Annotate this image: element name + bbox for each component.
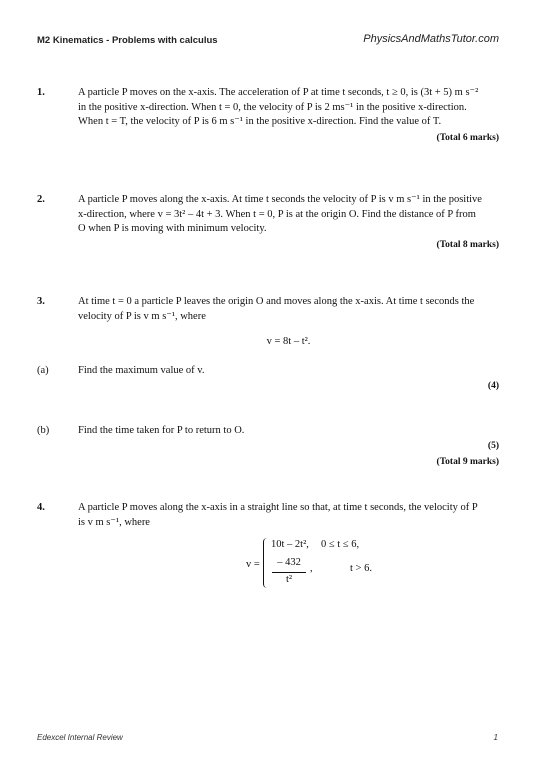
fraction-denominator: t² (285, 573, 293, 585)
part-b (37, 424, 499, 454)
question-4 (37, 501, 499, 596)
part-text: Find the maximum value of v. (78, 364, 205, 376)
piecewise-lhs: v = (246, 559, 260, 570)
question-number: 1. (37, 87, 45, 98)
question-number: 4. (37, 502, 45, 513)
part-label: (b) (37, 424, 50, 436)
question-1 (37, 86, 499, 145)
part-a (37, 364, 499, 394)
question-line: in the positive x-direction. When t = 0, the velocity of P is 2 ms⁻¹ in the positive x-direction. (78, 101, 467, 113)
header-title: M2 Kinematics - Problems with calculus (37, 35, 218, 46)
total-marks: (Total 6 marks) (436, 132, 499, 143)
question-number: 2. (37, 194, 45, 205)
total-marks: (Total 8 marks) (436, 239, 499, 250)
question-number: 3. (37, 296, 45, 307)
question-line: x-direction, where v = 3t² – 4t + 3. When t = 0, P is at the origin O. Find the distance of P from (78, 208, 476, 220)
question-line: is v m s⁻¹, where (78, 516, 150, 528)
page-number: 1 (493, 733, 498, 742)
question-line: O when P is moving with minimum velocity. (78, 223, 267, 234)
part-label: (a) (37, 364, 49, 376)
question-line: A particle P moves on the x-axis. The acceleration of P at time t seconds, t ≥ 0, is (3t + 5) m s⁻² (78, 87, 479, 98)
piecewise-row2-cond: t > 6. (350, 563, 372, 574)
part-text: Find the time taken for P to return to O. (78, 424, 245, 436)
question-line: When t = T, the velocity of P is 6 m s⁻¹ in the positive x-direction. Find the value of T. (78, 116, 442, 127)
question-line: A particle P moves along the x-axis. At time t seconds the velocity of P is v m s⁻¹ in the positive (78, 194, 482, 205)
fraction-numerator: – 432 (277, 557, 301, 568)
footer-source: Edexcel Internal Review (37, 733, 123, 742)
brace (263, 538, 268, 588)
question-2 (37, 193, 499, 252)
equation: v = 8t – t². (266, 336, 311, 347)
piecewise-row2-comma: , (310, 563, 313, 574)
header-site: PhysicsAndMathsTutor.com (363, 33, 499, 45)
piecewise-row2-fraction (269, 556, 309, 587)
question-3 (37, 295, 499, 469)
piecewise-function (246, 538, 499, 596)
question-line: A particle P moves along the x-axis in a straight line so that, at time t seconds, the velocity of P (78, 502, 478, 513)
total-marks: (Total 9 marks) (436, 456, 499, 467)
piecewise-row1-cond: 0 ≤ t ≤ 6, (321, 539, 360, 550)
question-line: velocity of P is v m s⁻¹, where (78, 310, 206, 322)
part-marks: (5) (487, 441, 499, 451)
question-line: At time t = 0 a particle P leaves the origin O and moves along the x-axis. At time t seconds the (78, 296, 475, 307)
piecewise-row1-expr: 10t – 2t², (271, 539, 309, 550)
part-marks: (4) (487, 381, 499, 391)
